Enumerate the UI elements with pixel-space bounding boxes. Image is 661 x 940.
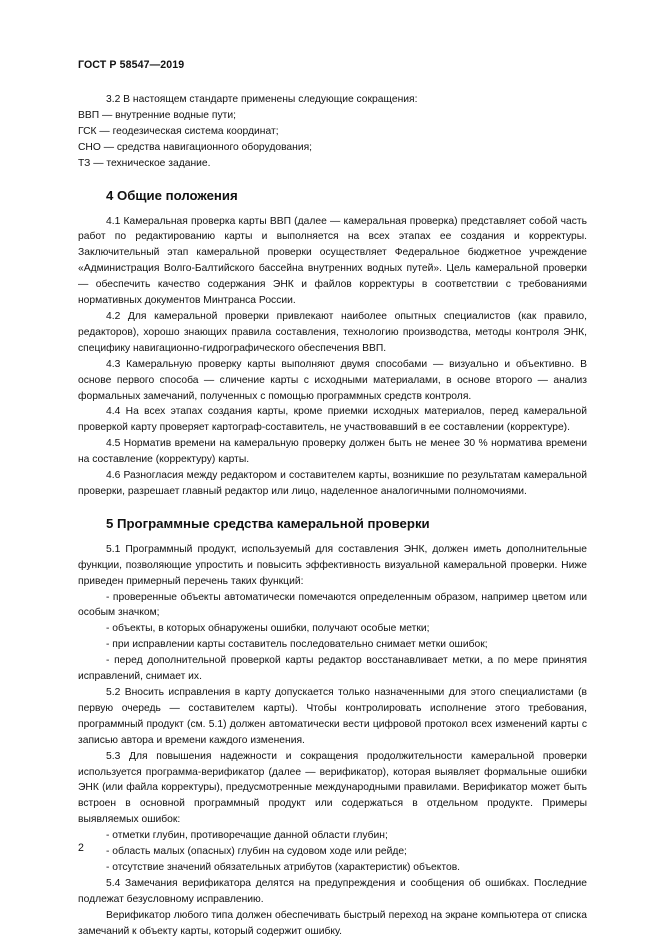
list-item: - перед дополнительной проверкой карты редактор восстанавливает метки, а по мере принятия исправлений, снимает их. [78, 655, 587, 683]
section-4-body [78, 214, 587, 500]
document-body [78, 92, 587, 940]
abbreviation-item: ТЗ — техническое задание. [78, 157, 211, 169]
paragraph-4-3: 4.3 Камеральную проверку карты выполняют двумя способами — визуально и объективно. В основе первого способа — сличение карты с исходными материалами, в основе второго — анализ формальных замечаний, полученных с помощью программных средств контроля. [78, 358, 587, 402]
abbreviations-intro: 3.2 В настоящем стандарте применены следующие сокращения: [106, 94, 418, 105]
paragraph-5-4: 5.4 Замечания верификатора делятся на предупреждения и сообщения об ошибках. Последние подлежат безусловному исправлению. [78, 877, 587, 905]
abbreviation-item: ВВП — внутренние водные пути; [78, 109, 236, 121]
paragraph-4-5: 4.5 Норматив времени на камеральную проверку должен быть не менее 30 % норматива времени на составление (корректуру) карты. [78, 438, 587, 466]
list-item: - отметки глубин, противоречащие данной области глубин; [106, 830, 388, 842]
paragraph-5-4-continued: Верификатор любого типа должен обеспечивать быстрый переход на экране компьютера от списка замечаний к объекту карты, который содержит ошибку. [78, 909, 587, 937]
standard-header: ГОСТ Р 58547—2019 [78, 59, 185, 71]
list-item: - при исправлении карты составитель последовательно снимает метки ошибок; [106, 639, 488, 651]
list-item: - проверенные объекты автоматически помечаются определенным образом, например цветом или особым значком; [78, 591, 587, 619]
paragraph-4-2: 4.2 Для камеральной проверки привлекают наиболее опытных специалистов (как правило, редакторов), хорошо знающих правила составления, технологию производства, методы контроля ЭНК, специфику навигационно-гидрографического обеспечения ВВП. [78, 310, 587, 354]
paragraph-5-2: 5.2 Вносить исправления в карту допускается только назначенными для этого специалистами (в первую очередь — составителем карты). Чтобы контролировать исполнение этого требования, программный продукт (см. 5.1) должен автоматически вести цифровой протокол всех изменений карты с записью автора и времени каждого изменения. [78, 687, 587, 746]
section-5-body [78, 542, 587, 940]
abbreviations-list [78, 108, 587, 172]
error-examples-list [78, 828, 587, 876]
section-4-title: 4 Общие положения [106, 187, 238, 203]
abbreviation-item: СНО — средства навигационного оборудования; [78, 141, 313, 153]
abbreviation-item: ГСК — геодезическая система координат; [78, 125, 279, 137]
paragraph-4-4: 4.4 На всех этапах создания карты, кроме приемки исходных материалов, перед камеральной проверкой карту проверяет картограф-составитель, не участвовавший в ее составлении (корректуре). [78, 406, 587, 434]
function-list [78, 590, 587, 685]
paragraph-5-1: 5.1 Программный продукт, используемый для составления ЭНК, должен иметь дополнительные функции, позволяющие упростить и повысить эффективность визуальной камеральной проверки. Ниже приведен примерный перечень таких функций: [78, 543, 587, 587]
abbreviations-block [78, 92, 587, 172]
list-item: - объекты, в которых обнаружены ошибки, получают особые метки; [106, 623, 430, 635]
list-item: - область малых (опасных) глубин на судовом ходе или рейде; [106, 846, 407, 858]
page-number: 2 [78, 842, 84, 854]
section-5-title: 5 Программные средства камеральной проверки [106, 515, 430, 531]
paragraph-4-6: 4.6 Разногласия между редактором и составителем карты, возникшие по результатам камеральной проверки, разрешает главный редактор или лицо, наделенное аналогичными полномочиями. [78, 470, 587, 497]
paragraph-5-3: 5.3 Для повышения надежности и сокращения продолжительности камеральной проверки используется программа-верификатор (далее — верификатор), которая выявляет формальные ошибки ЭНК (или файла корректуры), предусмотренные международными правилами. Верификатор может быть встроен в основной программный продукт или содержаться в отдельном продукте. Примеры выявляемых ошибок: [78, 750, 587, 826]
paragraph-4-1: 4.1 Камеральная проверка карты ВВП (далее — камеральная проверка) представляет собой часть работ по редактированию карты и выполняется на всех этапах ее создания и корректуры. Заключительный этап камеральной проверки осуществляет Федеральное бюджетное учреждение «Администрация Волго-Балтийского бассейна внутренних водных путей». Цель камеральной проверки — обеспечить качество содержания ЭНК и файлов корректуры в соответствии с требованиями нормативных документов Минтранса России. [78, 215, 587, 307]
list-item: - отсутствие значений обязательных атрибутов (характеристик) объектов. [106, 861, 461, 873]
